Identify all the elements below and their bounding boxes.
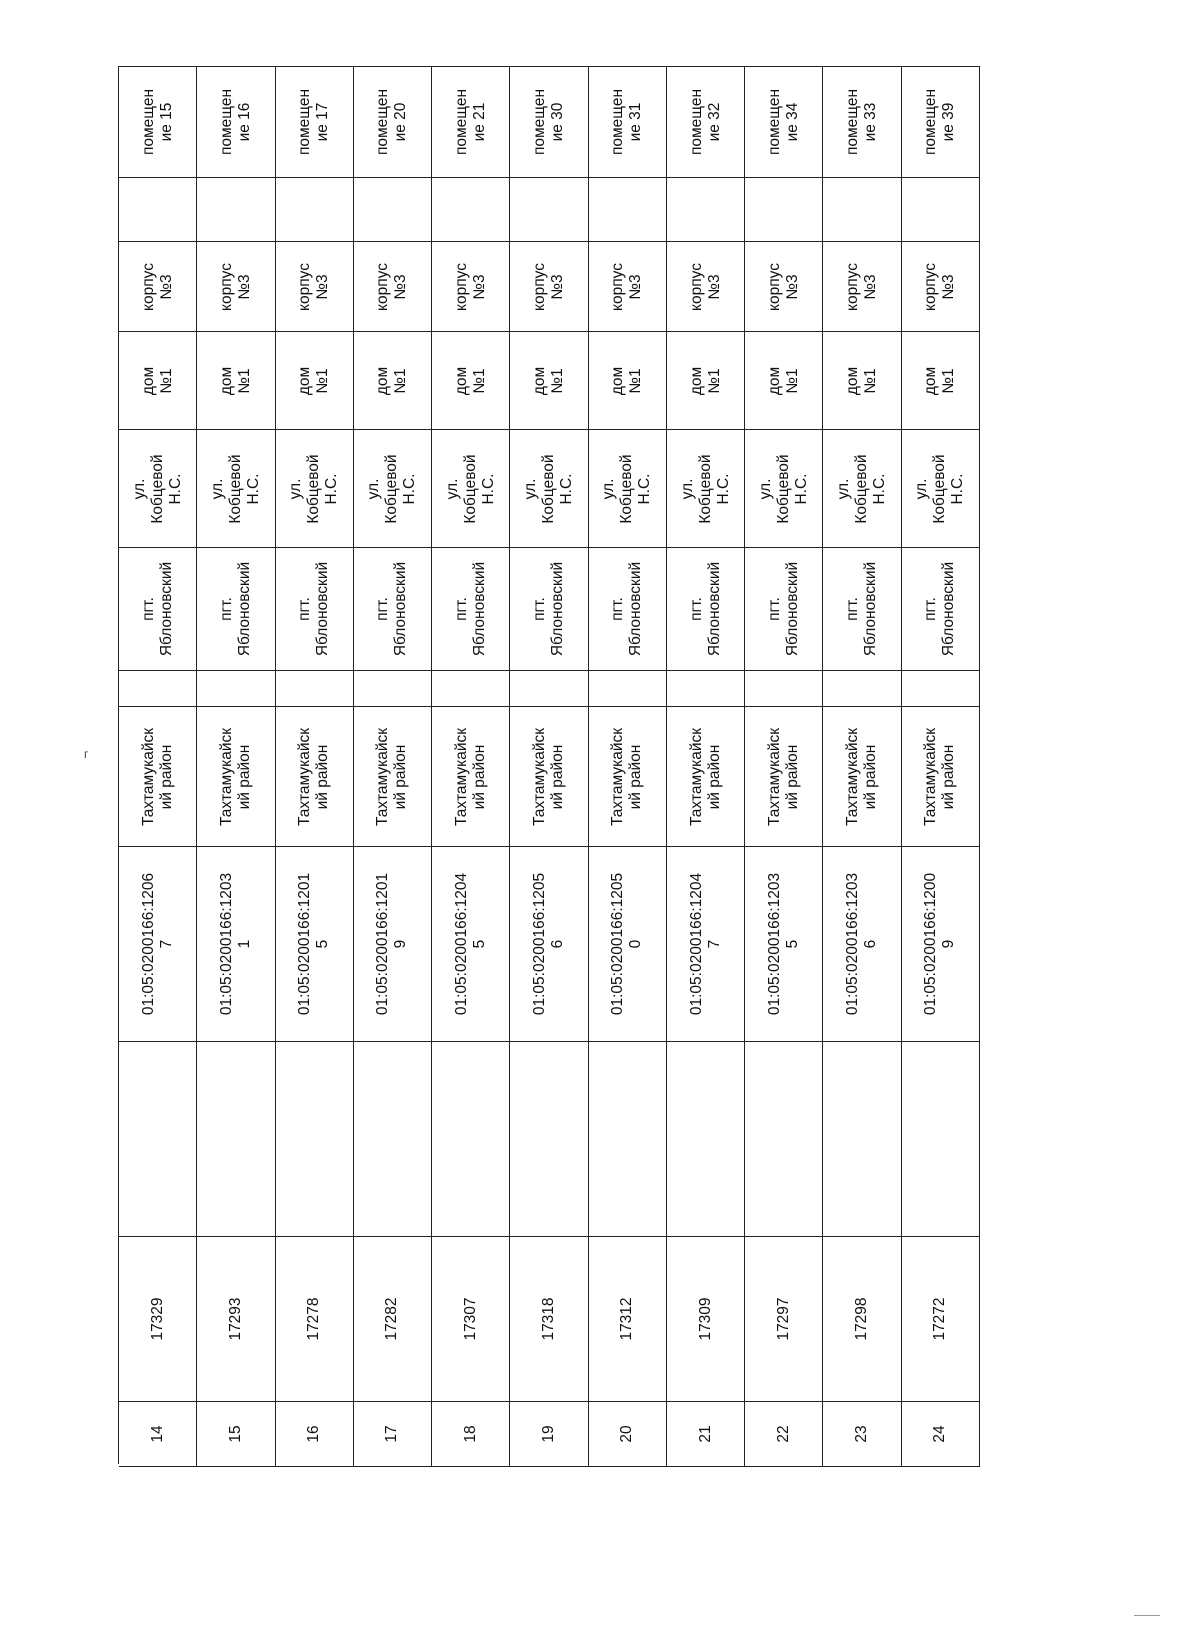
house-text: дом №1: [374, 366, 410, 395]
cadastral-text: 01:05:0200166:1201 9: [374, 872, 410, 1016]
street-text: ул. Кобцевой Н.С.: [678, 453, 732, 524]
cell-house: [354, 332, 432, 430]
building-text: корпус №3: [374, 262, 410, 311]
cell-cadastral: [667, 847, 745, 1042]
settlement-text: пгт. Яблоновский: [844, 561, 880, 657]
cell-street: [197, 430, 275, 548]
house-text: дом №1: [765, 366, 801, 395]
house-text: дом №1: [687, 366, 723, 395]
cell-n: [510, 1402, 588, 1467]
page-mark: г: [84, 747, 89, 761]
cell-cadastral: [745, 847, 823, 1042]
cell-code: [902, 1237, 980, 1402]
cell-building: [745, 242, 823, 332]
cadastral-text: 01:05:0200166:1201 5: [296, 872, 332, 1016]
cadastral-text: 01:05:0200166:1204 5: [452, 872, 488, 1016]
cell-settlement: [745, 548, 823, 671]
cell-cadastral: [902, 847, 980, 1042]
settlement-text: пгт. Яблоновский: [139, 561, 175, 657]
cell-street: [119, 430, 197, 548]
cell-flat: [276, 178, 354, 242]
cell-code: [667, 1237, 745, 1402]
cadastral-text: 01:05:0200166:1200 9: [922, 872, 958, 1016]
cell-room: [667, 67, 745, 178]
cell-extra: [823, 1042, 901, 1237]
cell-district: [432, 707, 510, 847]
cell-extra: [432, 1042, 510, 1237]
cell-street: [823, 430, 901, 548]
cell-extra: [667, 1042, 745, 1237]
room-text: помещен ие 20: [374, 88, 410, 156]
cell-settlement: [432, 548, 510, 671]
room-text: помещен ие 32: [687, 88, 723, 156]
building-text: корпус №3: [844, 262, 880, 311]
cell-n: [197, 1402, 275, 1467]
cell-room: [823, 67, 901, 178]
cell-house: [823, 332, 901, 430]
cell-flat: [823, 178, 901, 242]
n-text: 20: [618, 1425, 636, 1443]
district-text: Тахтамукайск ий район: [374, 727, 410, 826]
n-text: 21: [696, 1425, 714, 1443]
cell-settlement: [197, 548, 275, 671]
cell-cadastral: [276, 847, 354, 1042]
cell-district: [823, 707, 901, 847]
settlement-text: пгт. Яблоновский: [687, 561, 723, 657]
cell-district: [119, 707, 197, 847]
cell-flat: [197, 178, 275, 242]
room-text: помещен ие 16: [217, 88, 253, 156]
cell-room: [276, 67, 354, 178]
cell-building: [589, 242, 667, 332]
cadastral-text: 01:05:0200166:1205 0: [609, 872, 645, 1016]
cell-extra: [745, 1042, 823, 1237]
room-text: помещен ие 15: [139, 88, 175, 156]
cell-n: [276, 1402, 354, 1467]
house-text: дом №1: [530, 366, 566, 395]
cell-street: [589, 430, 667, 548]
cell-blank: [119, 671, 197, 707]
street-text: ул. Кобцевой Н.С.: [835, 453, 889, 524]
cell-street: [510, 430, 588, 548]
room-text: помещен ие 17: [296, 88, 332, 156]
cell-room: [354, 67, 432, 178]
cell-extra: [902, 1042, 980, 1237]
cell-district: [276, 707, 354, 847]
cell-code: [589, 1237, 667, 1402]
cell-blank: [902, 671, 980, 707]
cell-room: [432, 67, 510, 178]
cadastral-text: 01:05:0200166:1206 7: [139, 872, 175, 1016]
cell-blank: [589, 671, 667, 707]
cell-house: [119, 332, 197, 430]
settlement-text: пгт. Яблоновский: [922, 561, 958, 657]
code-text: 17297: [774, 1297, 792, 1341]
cadastral-text: 01:05:0200166:1204 7: [687, 872, 723, 1016]
n-text: 22: [774, 1425, 792, 1443]
code-text: 17312: [618, 1297, 636, 1341]
cell-settlement: [276, 548, 354, 671]
building-text: корпус №3: [687, 262, 723, 311]
settlement-text: пгт. Яблоновский: [374, 561, 410, 657]
district-text: Тахтамукайск ий район: [217, 727, 253, 826]
cell-extra: [589, 1042, 667, 1237]
building-text: корпус №3: [609, 262, 645, 311]
code-text: 17282: [383, 1297, 401, 1341]
cell-n: [354, 1402, 432, 1467]
settlement-text: пгт. Яблоновский: [296, 561, 332, 657]
room-text: помещен ие 30: [530, 88, 566, 156]
settlement-text: пгт. Яблоновский: [530, 561, 566, 657]
cell-street: [745, 430, 823, 548]
cell-house: [667, 332, 745, 430]
cell-blank: [667, 671, 745, 707]
cell-building: [823, 242, 901, 332]
cell-extra: [197, 1042, 275, 1237]
district-text: Тахтамукайск ий район: [609, 727, 645, 826]
cell-house: [589, 332, 667, 430]
cell-room: [745, 67, 823, 178]
cell-extra: [276, 1042, 354, 1237]
cell-cadastral: [119, 847, 197, 1042]
cell-house: [902, 332, 980, 430]
district-text: Тахтамукайск ий район: [296, 727, 332, 826]
cell-cadastral: [823, 847, 901, 1042]
n-text: 24: [931, 1425, 949, 1443]
cell-settlement: [902, 548, 980, 671]
n-text: 16: [305, 1425, 323, 1443]
cell-building: [902, 242, 980, 332]
room-text: помещен ие 33: [844, 88, 880, 156]
cell-district: [589, 707, 667, 847]
cell-code: [354, 1237, 432, 1402]
house-text: дом №1: [296, 366, 332, 395]
cell-blank: [510, 671, 588, 707]
cadastral-text: 01:05:0200166:1203 6: [844, 872, 880, 1016]
settlement-text: пгт. Яблоновский: [452, 561, 488, 657]
street-text: ул. Кобцевой Н.С.: [365, 453, 419, 524]
cell-settlement: [510, 548, 588, 671]
room-text: помещен ие 34: [765, 88, 801, 156]
cell-district: [510, 707, 588, 847]
cell-flat: [510, 178, 588, 242]
house-text: дом №1: [217, 366, 253, 395]
cell-house: [276, 332, 354, 430]
cell-room: [119, 67, 197, 178]
cell-building: [354, 242, 432, 332]
settlement-text: пгт. Яблоновский: [217, 561, 253, 657]
district-text: Тахтамукайск ий район: [687, 727, 723, 826]
cell-blank: [276, 671, 354, 707]
cell-street: [354, 430, 432, 548]
cell-cadastral: [197, 847, 275, 1042]
cell-district: [354, 707, 432, 847]
room-text: помещен ие 31: [609, 88, 645, 156]
house-text: дом №1: [609, 366, 645, 395]
cell-building: [276, 242, 354, 332]
code-text: 17329: [148, 1297, 166, 1341]
cell-code: [276, 1237, 354, 1402]
building-text: корпус №3: [922, 262, 958, 311]
cell-street: [902, 430, 980, 548]
cell-house: [510, 332, 588, 430]
building-text: корпус №3: [765, 262, 801, 311]
cell-building: [119, 242, 197, 332]
cell-settlement: [823, 548, 901, 671]
cell-n: [432, 1402, 510, 1467]
cell-room: [197, 67, 275, 178]
cell-room: [510, 67, 588, 178]
district-text: Тахтамукайск ий район: [922, 727, 958, 826]
cell-cadastral: [589, 847, 667, 1042]
cell-n: [823, 1402, 901, 1467]
cell-settlement: [119, 548, 197, 671]
cell-code: [745, 1237, 823, 1402]
cell-flat: [589, 178, 667, 242]
house-text: дом №1: [844, 366, 880, 395]
cell-n: [667, 1402, 745, 1467]
street-text: ул. Кобцевой Н.С.: [521, 453, 575, 524]
cell-flat: [667, 178, 745, 242]
cell-room: [902, 67, 980, 178]
cell-extra: [510, 1042, 588, 1237]
cell-flat: [745, 178, 823, 242]
building-text: корпус №3: [452, 262, 488, 311]
n-text: 23: [853, 1425, 871, 1443]
street-text: ул. Кобцевой Н.С.: [443, 453, 497, 524]
house-text: дом №1: [452, 366, 488, 395]
cell-building: [432, 242, 510, 332]
cell-code: [197, 1237, 275, 1402]
settlement-text: пгт. Яблоновский: [609, 561, 645, 657]
district-text: Тахтамукайск ий район: [765, 727, 801, 826]
district-text: Тахтамукайск ий район: [452, 727, 488, 826]
cell-blank: [354, 671, 432, 707]
house-text: дом №1: [139, 366, 175, 395]
cell-flat: [354, 178, 432, 242]
room-text: помещен ие 39: [922, 88, 958, 156]
cell-n: [589, 1402, 667, 1467]
street-text: ул. Кобцевой Н.С.: [208, 453, 262, 524]
cell-blank: [823, 671, 901, 707]
street-text: ул. Кобцевой Н.С.: [600, 453, 654, 524]
code-text: 17278: [305, 1297, 323, 1341]
street-text: ул. Кобцевой Н.С.: [287, 453, 341, 524]
cell-settlement: [354, 548, 432, 671]
code-text: 17298: [853, 1297, 871, 1341]
cell-n: [745, 1402, 823, 1467]
cell-building: [667, 242, 745, 332]
cell-flat: [902, 178, 980, 242]
code-text: 17293: [226, 1297, 244, 1341]
cell-code: [432, 1237, 510, 1402]
cell-district: [197, 707, 275, 847]
code-text: 17318: [539, 1297, 557, 1341]
building-text: корпус №3: [296, 262, 332, 311]
cell-district: [745, 707, 823, 847]
cell-cadastral: [432, 847, 510, 1042]
building-text: корпус №3: [139, 262, 175, 311]
cell-district: [902, 707, 980, 847]
cell-blank: [432, 671, 510, 707]
cell-blank: [197, 671, 275, 707]
street-text: ул. Кобцевой Н.С.: [130, 453, 184, 524]
cell-street: [432, 430, 510, 548]
n-text: 15: [226, 1425, 244, 1443]
cell-extra: [354, 1042, 432, 1237]
cell-code: [823, 1237, 901, 1402]
cell-flat: [432, 178, 510, 242]
code-text: 17309: [696, 1297, 714, 1341]
cell-n: [119, 1402, 197, 1467]
building-text: корпус №3: [530, 262, 566, 311]
cell-building: [197, 242, 275, 332]
street-text: ул. Кобцевой Н.С.: [913, 453, 967, 524]
building-text: корпус №3: [217, 262, 253, 311]
street-text: ул. Кобцевой Н.С.: [756, 453, 810, 524]
code-text: 17307: [461, 1297, 479, 1341]
cell-building: [510, 242, 588, 332]
cell-settlement: [589, 548, 667, 671]
cell-street: [276, 430, 354, 548]
n-text: 19: [539, 1425, 557, 1443]
cell-cadastral: [510, 847, 588, 1042]
cell-extra: [119, 1042, 197, 1237]
cell-cadastral: [354, 847, 432, 1042]
n-text: 17: [383, 1425, 401, 1443]
scan-mark: [1134, 1615, 1160, 1616]
cell-room: [589, 67, 667, 178]
room-text: помещен ие 21: [452, 88, 488, 156]
cadastral-text: 01:05:0200166:1205 6: [530, 872, 566, 1016]
cell-house: [432, 332, 510, 430]
cell-house: [197, 332, 275, 430]
cell-house: [745, 332, 823, 430]
cell-code: [510, 1237, 588, 1402]
district-text: Тахтамукайск ий район: [530, 727, 566, 826]
cell-settlement: [667, 548, 745, 671]
cadastral-text: 01:05:0200166:1203 1: [217, 872, 253, 1016]
house-text: дом №1: [922, 366, 958, 395]
cell-flat: [119, 178, 197, 242]
settlement-text: пгт. Яблоновский: [765, 561, 801, 657]
cell-blank: [745, 671, 823, 707]
cadastral-text: 01:05:0200166:1203 5: [765, 872, 801, 1016]
cell-district: [667, 707, 745, 847]
n-text: 18: [461, 1425, 479, 1443]
code-text: 17272: [931, 1297, 949, 1341]
cell-code: [119, 1237, 197, 1402]
property-table: [118, 66, 980, 1464]
district-text: Тахтамукайск ий район: [139, 727, 175, 826]
district-text: Тахтамукайск ий район: [844, 727, 880, 826]
cell-n: [902, 1402, 980, 1467]
n-text: 14: [148, 1425, 166, 1443]
cell-street: [667, 430, 745, 548]
